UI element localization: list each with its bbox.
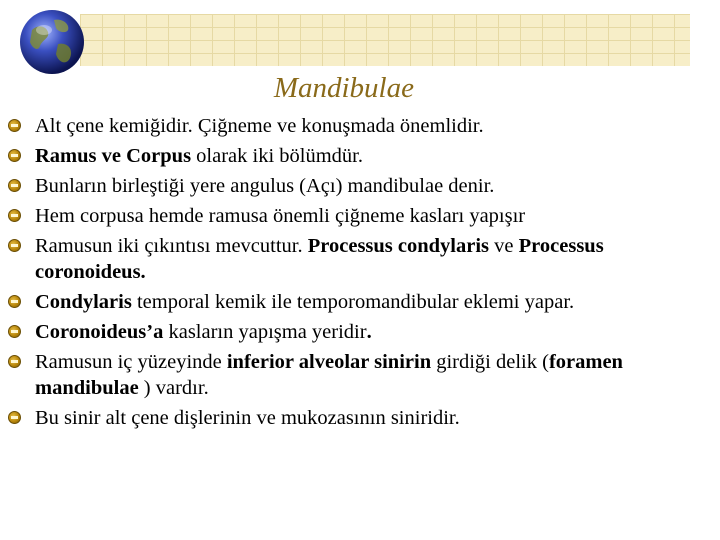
- bullet-text: ) vardır.: [138, 377, 209, 399]
- bullet-text: Ramus ve Corpus: [35, 145, 192, 167]
- list-item: [8, 349, 708, 401]
- bullet-text: ve: [489, 235, 519, 257]
- bullet-list: [8, 113, 708, 435]
- bullet-icon: [8, 209, 21, 222]
- bullet-text: Condylaris: [35, 291, 132, 313]
- bullet-text: foramen mandibulae: [35, 351, 623, 399]
- bullet-icon: [8, 149, 21, 162]
- bullet-text: inferior alveolar sinirin: [226, 351, 432, 373]
- bullet-text: Processus condylaris: [307, 235, 490, 257]
- list-item: [8, 143, 708, 169]
- list-item: [8, 405, 708, 431]
- bullet-text: Hem corpusa hemde ramusa önemli çiğneme kasları yapışır: [35, 205, 526, 227]
- globe-icon: [18, 8, 86, 76]
- bullet-text: olarak iki bölümdür.: [191, 145, 363, 167]
- bullet-text: Ramusun iki çıkıntısı mevcuttur.: [35, 235, 308, 257]
- header-banner: [80, 14, 690, 66]
- slide-title: [0, 72, 670, 105]
- list-item: [8, 319, 708, 345]
- bullet-text: .: [366, 321, 372, 343]
- bullet-text: Processus coronoideus.: [35, 235, 604, 283]
- bullet-icon: [8, 295, 21, 308]
- bullet-icon: [8, 239, 21, 252]
- bullet-icon: [8, 411, 21, 424]
- bullet-text: Bu sinir alt çene dişlerinin ve mukozasının siniridir.: [35, 407, 460, 429]
- bullet-text: Coronoideus’a: [35, 321, 164, 343]
- list-item: [8, 289, 708, 315]
- bullet-text: temporal kemik ile temporomandibular eklemi yapar.: [131, 291, 575, 313]
- list-item: [8, 113, 708, 139]
- bullet-text: Alt çene kemiğidir. Çiğneme ve konuşmada önemlidir.: [35, 115, 484, 137]
- bullet-icon: [8, 325, 21, 338]
- bullet-icon: [8, 119, 21, 132]
- bullet-icon: [8, 179, 21, 192]
- list-item: [8, 203, 708, 229]
- bullet-text: kasların yapışma yeridir: [163, 321, 367, 343]
- list-item: [8, 173, 708, 199]
- bullet-text: Ramusun iç yüzeyinde: [35, 351, 227, 373]
- bullet-text: Bunların birleştiği yere angulus (Açı) mandibulae denir.: [35, 175, 495, 197]
- bullet-text: girdiği delik (: [431, 351, 549, 373]
- slide-title-text: Mandibulae: [273, 72, 414, 104]
- bullet-icon: [8, 355, 21, 368]
- list-item: [8, 233, 708, 285]
